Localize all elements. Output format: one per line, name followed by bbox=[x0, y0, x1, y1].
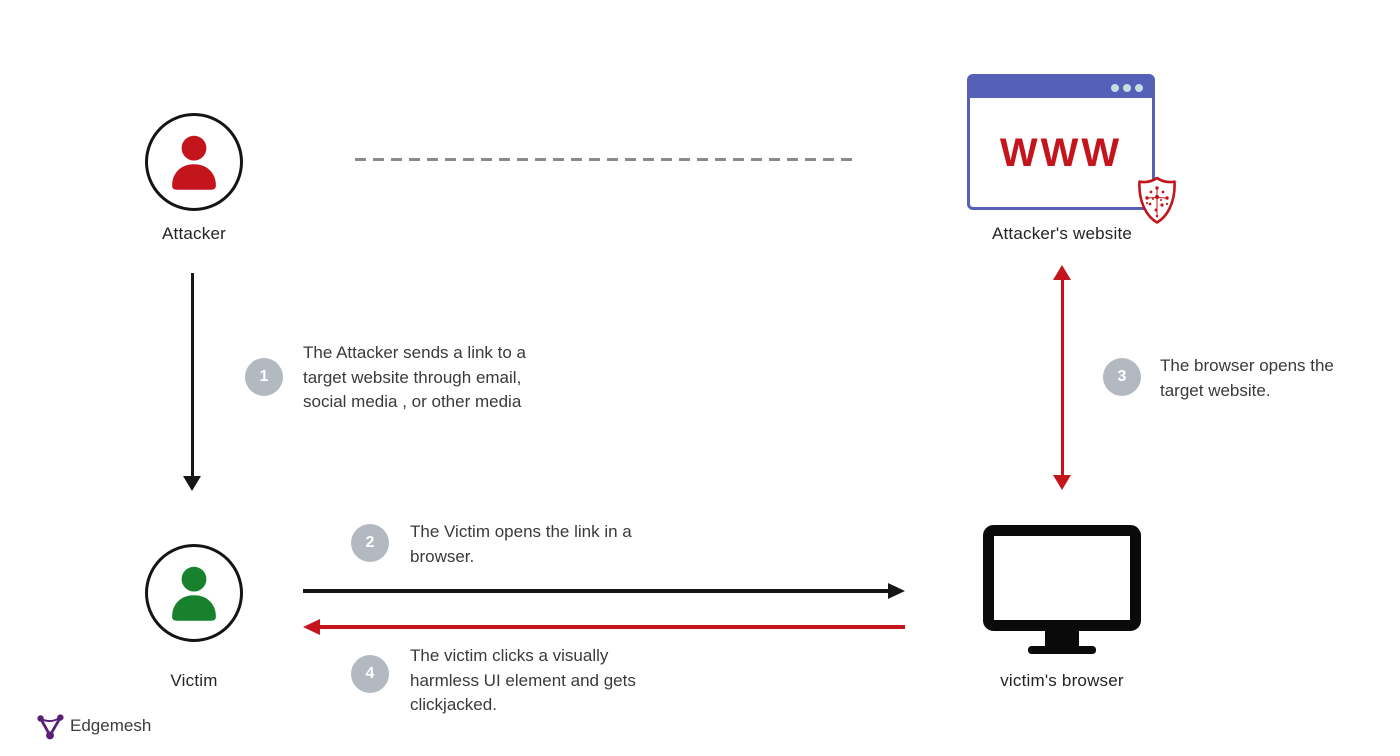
victim-person-icon bbox=[159, 558, 229, 628]
titlebar-dot-icon bbox=[1123, 84, 1131, 92]
step-1-text: The Attacker sends a link to a target website through email, social media , or other media bbox=[303, 343, 527, 411]
attacker-node bbox=[145, 113, 243, 211]
step-2-text: The Victim opens the link in a browser. bbox=[410, 522, 632, 566]
step-3-text: The browser opens the target website. bbox=[1160, 356, 1334, 400]
step-1-badge bbox=[245, 358, 283, 396]
edgemesh-logo-text: Edgemesh bbox=[70, 716, 152, 735]
browser-titlebar bbox=[970, 77, 1152, 98]
www-text: WWW bbox=[999, 130, 1123, 175]
malware-shield-icon bbox=[1134, 175, 1180, 225]
attacker-website-window bbox=[967, 74, 1155, 210]
victim-browser-node bbox=[982, 524, 1142, 656]
step-3-badge bbox=[1103, 358, 1141, 396]
step-3-number: 3 bbox=[1117, 368, 1127, 385]
attacker-website-label: Attacker's website bbox=[991, 224, 1133, 243]
edgemesh-logo bbox=[34, 710, 151, 742]
titlebar-dot-icon bbox=[1135, 84, 1143, 92]
edgemesh-logo-icon bbox=[34, 710, 66, 742]
step-2-number: 2 bbox=[365, 534, 375, 551]
victim-label: Victim bbox=[170, 671, 218, 690]
attacker-label: Attacker bbox=[162, 224, 226, 243]
attacker-person-icon bbox=[159, 127, 229, 197]
step-4-badge bbox=[351, 655, 389, 693]
dashed-line-attacker-to-website bbox=[355, 158, 855, 161]
step-4-text: The victim clicks a visually harmless UI element and gets clickjacked. bbox=[410, 646, 636, 714]
step-2-badge bbox=[351, 524, 389, 562]
victim-browser-label: victim's browser bbox=[1000, 671, 1124, 690]
monitor-icon bbox=[982, 524, 1142, 656]
victim-node bbox=[145, 544, 243, 642]
step-1-number: 1 bbox=[259, 368, 269, 385]
step-4-number: 4 bbox=[365, 665, 375, 682]
titlebar-dot-icon bbox=[1111, 84, 1119, 92]
browser-body bbox=[970, 98, 1152, 207]
